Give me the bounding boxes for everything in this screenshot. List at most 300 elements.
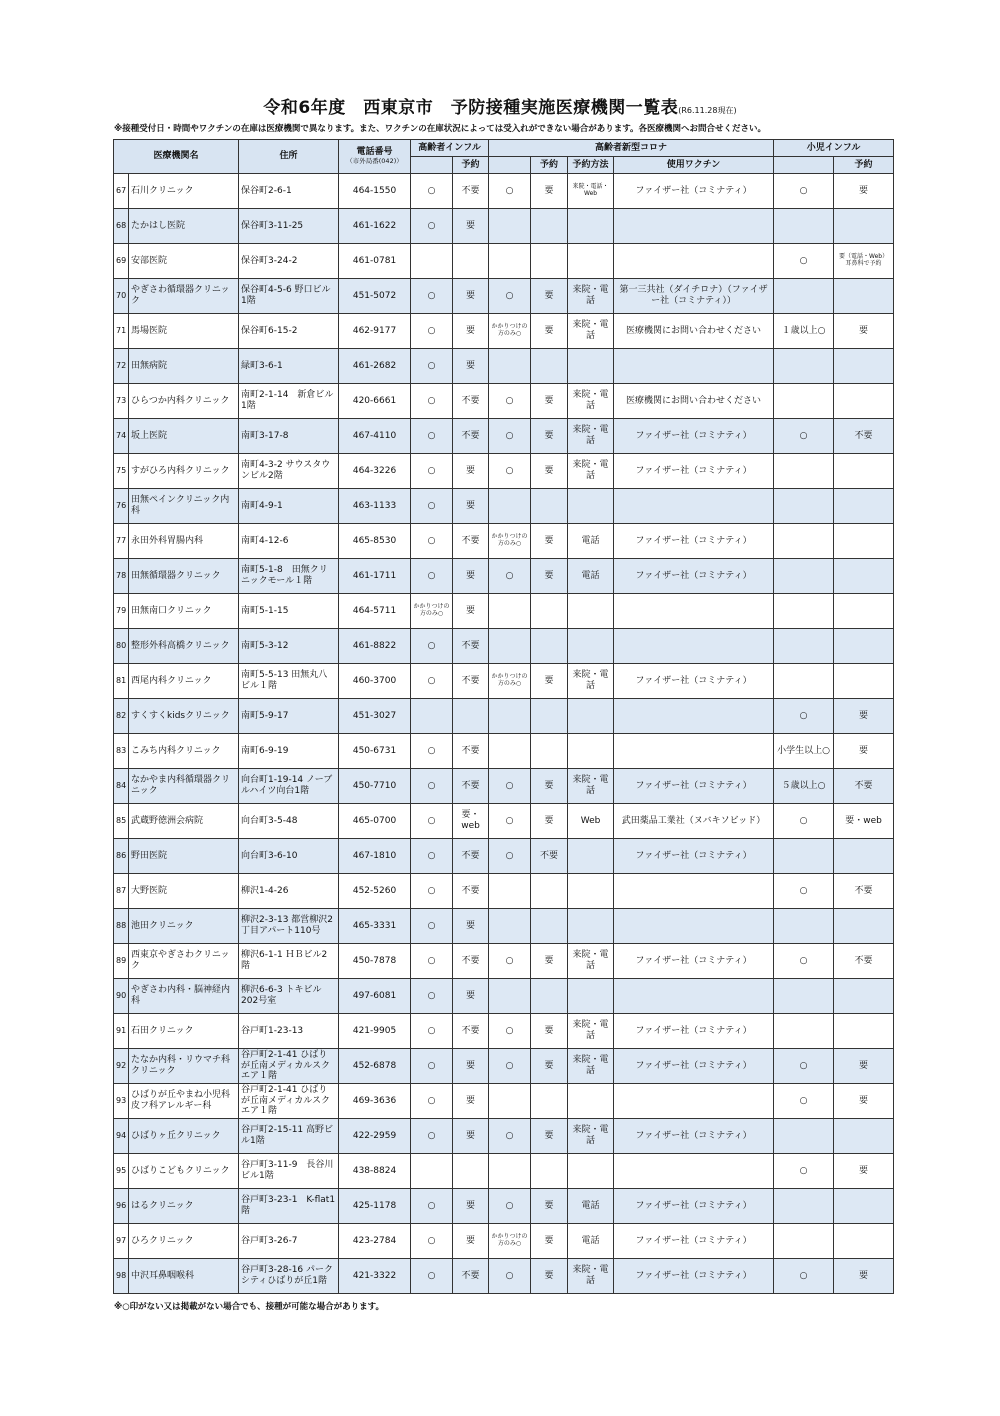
table-row	[114, 874, 894, 909]
elder-flu-mark: ○	[411, 279, 453, 314]
child-flu-mark: ○	[774, 804, 834, 839]
title-date: (R6.11.28現在)	[678, 106, 737, 115]
elder-covid-mark: ○	[489, 1259, 531, 1294]
elder-flu-reservation: 要	[453, 279, 489, 314]
row-number: 95	[114, 1154, 129, 1189]
elder-flu-reservation: 要	[453, 1084, 489, 1119]
clinic-phone: 464-3226	[339, 454, 411, 489]
header-ec-blank	[489, 157, 531, 174]
elder-covid-vaccine: ファイザー社（コミナティ）	[614, 839, 774, 874]
elder-covid-reservation: 要	[531, 314, 568, 349]
row-number: 96	[114, 1189, 129, 1224]
clinic-address: 柳沢6-6-3 トキビル202号室	[239, 979, 339, 1014]
clinic-address: 南町5-1-15	[239, 594, 339, 629]
row-number: 67	[114, 174, 129, 209]
elder-flu-mark: ○	[411, 909, 453, 944]
clinic-address: 南町4-12-6	[239, 524, 339, 559]
child-flu-mark	[774, 279, 834, 314]
child-flu-mark: ○	[774, 174, 834, 209]
clinic-name: たかはし医院	[129, 209, 239, 244]
elder-covid-reservation	[531, 1084, 568, 1119]
clinic-name: 西尾内科クリニック	[129, 664, 239, 699]
elder-flu-reservation: 要・web	[453, 804, 489, 839]
clinic-address: 保谷町3-24-2	[239, 244, 339, 279]
row-number: 89	[114, 944, 129, 979]
elder-flu-mark: ○	[411, 524, 453, 559]
clinic-phone: 461-2682	[339, 349, 411, 384]
clinic-phone: 451-3027	[339, 699, 411, 734]
elder-covid-mark: ○	[489, 279, 531, 314]
child-flu-mark: 小学生以上○	[774, 734, 834, 769]
elder-covid-method: 電話	[568, 559, 614, 594]
table-row	[114, 664, 894, 699]
elder-covid-method: 来院・電話	[568, 1119, 614, 1154]
clinic-phone: 450-7878	[339, 944, 411, 979]
table-row	[114, 699, 894, 734]
clinic-phone: 460-3700	[339, 664, 411, 699]
header-ec-method: 予約方法	[568, 157, 614, 174]
clinic-phone: 467-4110	[339, 419, 411, 454]
table-row	[114, 839, 894, 874]
clinic-address: 谷戸町1-23-13	[239, 1014, 339, 1049]
child-flu-mark	[774, 979, 834, 1014]
elder-covid-method: 来院・電話	[568, 944, 614, 979]
table-row	[114, 1259, 894, 1294]
elder-flu-reservation: 不要	[453, 839, 489, 874]
elder-flu-reservation: 要	[453, 909, 489, 944]
clinic-address: 南町4-3-2 サウスタウンビル2階	[239, 454, 339, 489]
elder-covid-mark: ○	[489, 1189, 531, 1224]
header-child-flu: 小児インフル	[774, 140, 894, 157]
elder-flu-reservation: 不要	[453, 629, 489, 664]
elder-covid-method: 電話	[568, 524, 614, 559]
elder-covid-mark	[489, 629, 531, 664]
clinic-phone: 461-1711	[339, 559, 411, 594]
elder-flu-mark: ○	[411, 664, 453, 699]
table-row	[114, 909, 894, 944]
clinic-phone: 461-8822	[339, 629, 411, 664]
elder-covid-vaccine	[614, 244, 774, 279]
elder-covid-method: 来院・電話	[568, 1259, 614, 1294]
clinic-name: ひばりヶ丘クリニック	[129, 1119, 239, 1154]
clinic-name: なかやま内科循環器クリニック	[129, 769, 239, 804]
clinic-name: ひらつか内科クリニック	[129, 384, 239, 419]
child-flu-reservation: 要	[834, 174, 894, 209]
elder-covid-vaccine: ファイザー社（コミナティ）	[614, 1224, 774, 1259]
elder-covid-reservation: 要	[531, 1189, 568, 1224]
elder-covid-mark	[489, 979, 531, 1014]
elder-covid-reservation	[531, 1154, 568, 1189]
child-flu-reservation: 要	[834, 734, 894, 769]
clinic-name: 馬場医院	[129, 314, 239, 349]
elder-covid-vaccine	[614, 1154, 774, 1189]
clinic-name: 坂上医院	[129, 419, 239, 454]
clinic-address: 保谷町4-5-6 野口ビル1階	[239, 279, 339, 314]
clinic-name: こみち内科クリニック	[129, 734, 239, 769]
elder-covid-mark	[489, 699, 531, 734]
elder-covid-vaccine: ファイザー社（コミナティ）	[614, 454, 774, 489]
table-row	[114, 384, 894, 419]
table-row	[114, 629, 894, 664]
child-flu-reservation: 要	[834, 1084, 894, 1119]
clinic-phone: 438-8824	[339, 1154, 411, 1189]
child-flu-mark	[774, 1014, 834, 1049]
elder-covid-method: 電話	[568, 1224, 614, 1259]
child-flu-mark	[774, 524, 834, 559]
child-flu-mark	[774, 1189, 834, 1224]
elder-covid-vaccine	[614, 629, 774, 664]
elder-covid-method	[568, 489, 614, 524]
clinic-name: 田無南口クリニック	[129, 594, 239, 629]
child-flu-reservation	[834, 384, 894, 419]
elder-covid-vaccine: ファイザー社（コミナティ）	[614, 664, 774, 699]
table-row	[114, 1154, 894, 1189]
table-row	[114, 734, 894, 769]
clinic-name: 田無病院	[129, 349, 239, 384]
elder-covid-mark: ○	[489, 384, 531, 419]
elder-covid-vaccine	[614, 734, 774, 769]
child-flu-mark: ○	[774, 1259, 834, 1294]
elder-flu-reservation: 要	[453, 489, 489, 524]
elder-flu-reservation: 不要	[453, 1259, 489, 1294]
row-number: 74	[114, 419, 129, 454]
elder-flu-reservation: 要	[453, 1119, 489, 1154]
table-row	[114, 944, 894, 979]
elder-covid-reservation: 要	[531, 1224, 568, 1259]
clinic-name: 永田外科胃腸内科	[129, 524, 239, 559]
child-flu-reservation: 要	[834, 1049, 894, 1084]
elder-covid-mark	[489, 349, 531, 384]
note-bottom: ※○印がない又は掲載がない場合でも、接種が可能な場合があります。	[114, 1302, 385, 1312]
elder-flu-mark: ○	[411, 1119, 453, 1154]
header-elder-covid: 高齢者新型コロナ	[489, 140, 774, 157]
elder-covid-vaccine: ファイザー社（コミナティ）	[614, 769, 774, 804]
table-row	[114, 979, 894, 1014]
elder-covid-mark	[489, 874, 531, 909]
row-number: 83	[114, 734, 129, 769]
clinic-address: 向台町1-19-14 ノーブルハイツ向台1階	[239, 769, 339, 804]
table-row	[114, 769, 894, 804]
child-flu-mark	[774, 909, 834, 944]
row-number: 85	[114, 804, 129, 839]
elder-flu-mark: ○	[411, 629, 453, 664]
elder-covid-mark: ○	[489, 454, 531, 489]
table-row	[114, 174, 894, 209]
clinic-address: 柳沢2-3-13 都営柳沢2丁目アパート110号	[239, 909, 339, 944]
elder-flu-mark: ○	[411, 1084, 453, 1119]
elder-covid-reservation	[531, 489, 568, 524]
child-flu-reservation	[834, 839, 894, 874]
elder-flu-mark: ○	[411, 419, 453, 454]
elder-flu-reservation: 要	[453, 1049, 489, 1084]
child-flu-mark	[774, 594, 834, 629]
child-flu-reservation	[834, 664, 894, 699]
clinic-address: 南町4-9-1	[239, 489, 339, 524]
clinic-phone: 469-3636	[339, 1084, 411, 1119]
header-phone	[339, 140, 411, 174]
clinic-name: すがひろ内科クリニック	[129, 454, 239, 489]
child-flu-reservation: 不要	[834, 944, 894, 979]
elder-covid-mark: ○	[489, 1119, 531, 1154]
elder-covid-vaccine	[614, 909, 774, 944]
elder-covid-reservation	[531, 349, 568, 384]
elder-covid-method: Web	[568, 804, 614, 839]
elder-covid-mark	[489, 489, 531, 524]
row-number: 93	[114, 1084, 129, 1119]
row-number: 72	[114, 349, 129, 384]
elder-covid-reservation	[531, 874, 568, 909]
table-row	[114, 349, 894, 384]
child-flu-reservation: 要	[834, 314, 894, 349]
elder-covid-vaccine: ファイザー社（コミナティ）	[614, 944, 774, 979]
elder-covid-mark: ○	[489, 559, 531, 594]
header-cf-reservation: 予約	[834, 157, 894, 174]
clinic-table	[113, 139, 894, 1294]
child-flu-reservation: 要	[834, 1154, 894, 1189]
elder-covid-method: 電話	[568, 1189, 614, 1224]
elder-covid-mark: ○	[489, 1014, 531, 1049]
elder-covid-vaccine	[614, 874, 774, 909]
elder-flu-reservation: 不要	[453, 734, 489, 769]
elder-covid-method: 来院・電話	[568, 279, 614, 314]
elder-covid-method	[568, 594, 614, 629]
title-text: 令和6年度 西東京市 予防接種実施医療機関一覧表	[263, 98, 679, 118]
elder-covid-vaccine: ファイザー社（コミナティ）	[614, 1049, 774, 1084]
child-flu-mark: ○	[774, 874, 834, 909]
elder-flu-mark: ○	[411, 559, 453, 594]
elder-covid-vaccine: ファイザー社（コミナティ）	[614, 174, 774, 209]
elder-covid-reservation: 不要	[531, 839, 568, 874]
table-row	[114, 804, 894, 839]
child-flu-mark: ○	[774, 1049, 834, 1084]
clinic-name: やぎさわ内科・脳神経内科	[129, 979, 239, 1014]
clinic-phone: 423-2784	[339, 1224, 411, 1259]
elder-flu-reservation: 要	[453, 314, 489, 349]
elder-flu-reservation: 不要	[453, 874, 489, 909]
elder-covid-method	[568, 839, 614, 874]
child-flu-reservation	[834, 524, 894, 559]
child-flu-reservation: 要	[834, 1259, 894, 1294]
elder-flu-reservation: 不要	[453, 1014, 489, 1049]
elder-covid-mark: ○	[489, 804, 531, 839]
elder-covid-vaccine	[614, 979, 774, 1014]
row-number: 76	[114, 489, 129, 524]
elder-covid-reservation: 要	[531, 769, 568, 804]
elder-covid-vaccine: 第一三共社（ダイチロナ）（ファイザー社（コミナティ））	[614, 279, 774, 314]
elder-covid-reservation: 要	[531, 1119, 568, 1154]
clinic-phone: 463-1133	[339, 489, 411, 524]
clinic-address: 谷戸町3-28-16 パークシティひばりが丘1階	[239, 1259, 339, 1294]
elder-covid-vaccine: 医療機関にお問い合わせください	[614, 384, 774, 419]
child-flu-mark: ○	[774, 419, 834, 454]
elder-flu-mark: ○	[411, 734, 453, 769]
row-number: 71	[114, 314, 129, 349]
child-flu-reservation	[834, 279, 894, 314]
elder-covid-vaccine	[614, 699, 774, 734]
elder-covid-reservation	[531, 699, 568, 734]
row-number: 70	[114, 279, 129, 314]
clinic-name: 大野医院	[129, 874, 239, 909]
clinic-name: やぎさわ循環器クリニック	[129, 279, 239, 314]
table-row	[114, 454, 894, 489]
child-flu-mark: ○	[774, 244, 834, 279]
elder-flu-reservation: 要	[453, 979, 489, 1014]
row-number: 68	[114, 209, 129, 244]
elder-covid-method	[568, 979, 614, 1014]
child-flu-reservation: 要・web	[834, 804, 894, 839]
row-number: 90	[114, 979, 129, 1014]
elder-flu-mark: ○	[411, 804, 453, 839]
clinic-address: 南町6-9-19	[239, 734, 339, 769]
note-top: ※接種受付日・時間やワクチンの在庫は医療機関で異なります。また、ワクチンの在庫状況によっては受入れができない場合があります。各医療機関へお問合せください。	[114, 124, 767, 134]
elder-flu-reservation: 不要	[453, 174, 489, 209]
table-row	[114, 1014, 894, 1049]
elder-flu-mark: ○	[411, 1224, 453, 1259]
elder-covid-vaccine: ファイザー社（コミナティ）	[614, 524, 774, 559]
child-flu-reservation: 要	[834, 699, 894, 734]
clinic-phone: 497-6081	[339, 979, 411, 1014]
elder-covid-method	[568, 909, 614, 944]
elder-flu-reservation	[453, 244, 489, 279]
table-body	[114, 174, 894, 1294]
elder-flu-reservation: 要	[453, 1224, 489, 1259]
elder-covid-vaccine: ファイザー社（コミナティ）	[614, 559, 774, 594]
elder-flu-reservation	[453, 699, 489, 734]
child-flu-mark: ○	[774, 944, 834, 979]
row-number: 82	[114, 699, 129, 734]
header-ec-vaccine: 使用ワクチン	[614, 157, 774, 174]
clinic-address: 谷戸町2-15-11 高野ビル1階	[239, 1119, 339, 1154]
clinic-phone: 421-3322	[339, 1259, 411, 1294]
child-flu-mark	[774, 1224, 834, 1259]
elder-covid-mark	[489, 209, 531, 244]
elder-covid-mark: かかりつけの方のみ○	[489, 1224, 531, 1259]
row-number: 87	[114, 874, 129, 909]
clinic-address: 谷戸町3-11-9 長谷川ビル1階	[239, 1154, 339, 1189]
elder-covid-method: 来院・電話・Web	[568, 174, 614, 209]
clinic-phone: 464-1550	[339, 174, 411, 209]
clinic-name: 田無循環器クリニック	[129, 559, 239, 594]
row-number: 77	[114, 524, 129, 559]
clinic-address: 南町5-5-13 田無丸八ビル１階	[239, 664, 339, 699]
clinic-phone: 462-9177	[339, 314, 411, 349]
elder-covid-reservation: 要	[531, 1259, 568, 1294]
clinic-phone: 461-0781	[339, 244, 411, 279]
elder-covid-mark	[489, 909, 531, 944]
row-number: 84	[114, 769, 129, 804]
elder-flu-mark: ○	[411, 979, 453, 1014]
child-flu-mark	[774, 839, 834, 874]
clinic-address: 柳沢6-1-1 ＨＢビル2階	[239, 944, 339, 979]
elder-covid-reservation: 要	[531, 419, 568, 454]
elder-flu-reservation: 不要	[453, 769, 489, 804]
elder-covid-mark: ○	[489, 419, 531, 454]
elder-flu-mark: ○	[411, 839, 453, 874]
elder-flu-mark: ○	[411, 769, 453, 804]
elder-covid-reservation: 要	[531, 804, 568, 839]
clinic-name: 池田クリニック	[129, 909, 239, 944]
clinic-phone: 450-6731	[339, 734, 411, 769]
elder-covid-vaccine	[614, 349, 774, 384]
clinic-name: ひろクリニック	[129, 1224, 239, 1259]
clinic-phone: 421-9905	[339, 1014, 411, 1049]
clinic-name: 整形外科高橋クリニック	[129, 629, 239, 664]
child-flu-mark	[774, 489, 834, 524]
clinic-name: ひばりが丘やまね小児科皮フ科アレルギー科	[129, 1084, 239, 1119]
elder-covid-method: 来院・電話	[568, 314, 614, 349]
elder-flu-reservation: 不要	[453, 419, 489, 454]
elder-covid-method	[568, 349, 614, 384]
row-number: 80	[114, 629, 129, 664]
clinic-address: 保谷町3-11-25	[239, 209, 339, 244]
elder-covid-reservation	[531, 909, 568, 944]
elder-covid-method: 来院・電話	[568, 1049, 614, 1084]
clinic-phone: 452-6878	[339, 1049, 411, 1084]
clinic-address: 谷戸町2-1-41 ひばりが丘南メディカルスクエア１階	[239, 1084, 339, 1119]
clinic-address: 南町5-9-17	[239, 699, 339, 734]
table-row	[114, 244, 894, 279]
elder-covid-mark: ○	[489, 944, 531, 979]
child-flu-reservation	[834, 1189, 894, 1224]
elder-covid-vaccine	[614, 594, 774, 629]
elder-covid-method	[568, 244, 614, 279]
child-flu-reservation	[834, 209, 894, 244]
elder-covid-reservation: 要	[531, 1014, 568, 1049]
elder-covid-mark: かかりつけの方のみ○	[489, 664, 531, 699]
elder-covid-method: 来院・電話	[568, 419, 614, 454]
elder-flu-mark: ○	[411, 489, 453, 524]
clinic-phone: 452-5260	[339, 874, 411, 909]
row-number: 98	[114, 1259, 129, 1294]
child-flu-reservation	[834, 559, 894, 594]
clinic-address: 谷戸町3-26-7	[239, 1224, 339, 1259]
elder-covid-method	[568, 629, 614, 664]
elder-flu-reservation: 要	[453, 594, 489, 629]
header-ef-blank	[411, 157, 453, 174]
elder-flu-reservation: 要	[453, 1189, 489, 1224]
clinic-address: 南町5-3-12	[239, 629, 339, 664]
child-flu-reservation	[834, 594, 894, 629]
child-flu-reservation	[834, 1119, 894, 1154]
elder-covid-method: 来院・電話	[568, 664, 614, 699]
elder-covid-reservation: 要	[531, 524, 568, 559]
elder-covid-mark	[489, 1084, 531, 1119]
elder-covid-reservation	[531, 594, 568, 629]
elder-flu-mark: ○	[411, 384, 453, 419]
clinic-name: はるクリニック	[129, 1189, 239, 1224]
elder-covid-reservation: 要	[531, 174, 568, 209]
elder-covid-mark	[489, 734, 531, 769]
child-flu-reservation	[834, 909, 894, 944]
elder-covid-mark: ○	[489, 769, 531, 804]
clinic-address: 谷戸町2-1-41 ひばりが丘南メディカルスクエア１階	[239, 1049, 339, 1084]
elder-flu-mark: ○	[411, 1049, 453, 1084]
child-flu-mark: ○	[774, 1084, 834, 1119]
elder-flu-reservation: 不要	[453, 384, 489, 419]
elder-covid-vaccine: ファイザー社（コミナティ）	[614, 1259, 774, 1294]
elder-covid-method	[568, 734, 614, 769]
clinic-address: 南町5-1-8 田無クリニックモール１階	[239, 559, 339, 594]
elder-covid-method: 来院・電話	[568, 454, 614, 489]
elder-covid-vaccine: 武田薬品工業社（ヌバキソビッド）	[614, 804, 774, 839]
clinic-name: たなか内科・リウマチ科クリニック	[129, 1049, 239, 1084]
child-flu-reservation: 不要	[834, 874, 894, 909]
header-ef-reservation: 予約	[453, 157, 489, 174]
elder-covid-reservation: 要	[531, 384, 568, 419]
elder-covid-reservation	[531, 244, 568, 279]
row-number: 69	[114, 244, 129, 279]
child-flu-reservation	[834, 454, 894, 489]
